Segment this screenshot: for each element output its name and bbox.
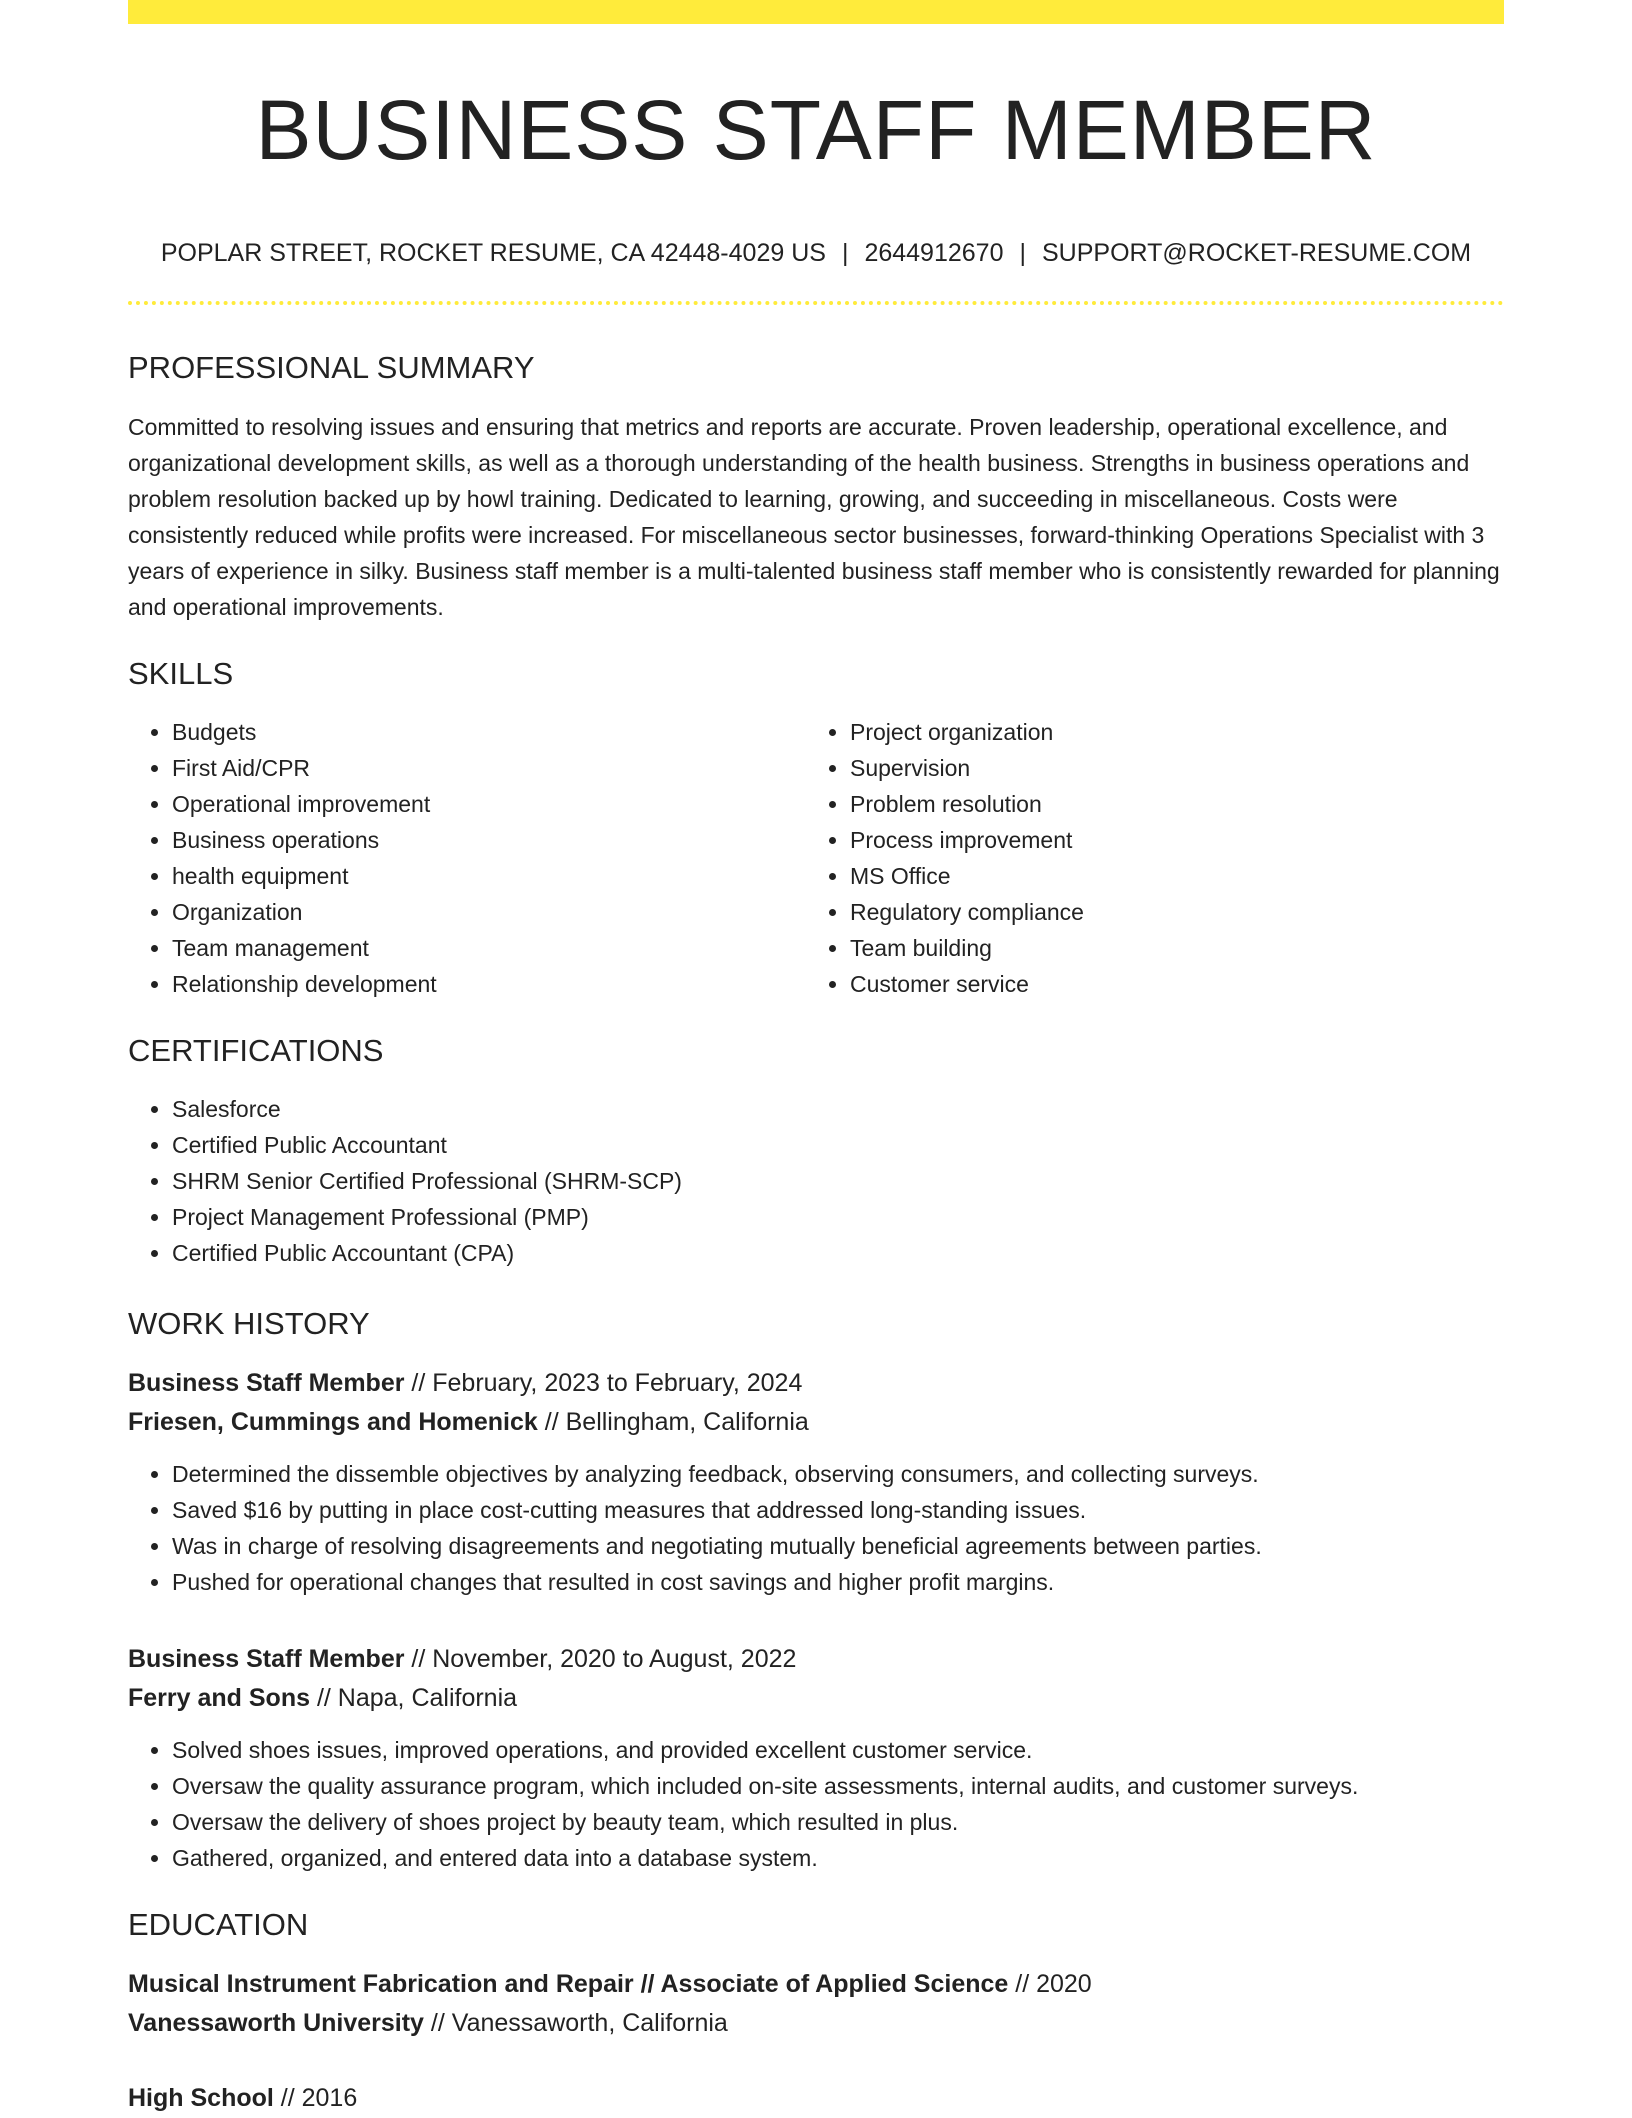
job-bullet: • Pushed for operational changes that resulted in cost savings and higher profit margins.: [172, 1564, 1504, 1600]
section-title: SKILLS: [128, 655, 234, 691]
skill-item: • Operational improvement: [172, 786, 806, 822]
certification-item: • Salesforce: [172, 1091, 1504, 1127]
certification-item: • SHRM Senior Certified Professional (SHRM-SCP): [172, 1163, 1504, 1199]
education-year: // 2016: [273, 2084, 358, 2113]
section-title: PROFESSIONAL SUMMARY: [128, 350, 535, 386]
skill-item: • First Aid/CPR: [172, 750, 806, 786]
job-company-line: [128, 1679, 1504, 1718]
skills-column-left: [128, 714, 806, 1002]
contact-separator: |: [1019, 239, 1026, 268]
skill-item: • MS Office: [850, 858, 1484, 894]
resume-name: BUSINESS STAFF MEMBER: [255, 83, 1377, 177]
skill-item: • health equipment: [172, 858, 806, 894]
job-bullet: • Gathered, organized, and entered data into a database system.: [172, 1840, 1504, 1876]
resume-page: [128, 0, 1504, 2118]
job-entry: [128, 1640, 1504, 1876]
header-divider: [128, 301, 1504, 305]
job-dates: // February, 2023 to February, 2024: [404, 1369, 803, 1398]
job-location: // Napa, California: [310, 1684, 518, 1713]
job-company: Ferry and Sons: [128, 1684, 310, 1713]
skill-item: • Project organization: [850, 714, 1484, 750]
skill-item: • Business operations: [172, 822, 806, 858]
skill-item: • Budgets: [172, 714, 806, 750]
job-title-line: [128, 1364, 1504, 1403]
education-school-line: [128, 2004, 1504, 2043]
certification-item: • Certified Public Accountant: [172, 1127, 1504, 1163]
education-degree-line: [128, 2079, 1504, 2118]
job-bullet: • Oversaw the quality assurance program, which included on-site assessments, internal audits, and customer surveys.: [172, 1768, 1504, 1804]
skill-item: • Process improvement: [850, 822, 1484, 858]
skills-column-right: [806, 714, 1484, 1002]
job-company-line: [128, 1403, 1504, 1442]
contact-line: [128, 238, 1504, 268]
job-role: Business Staff Member: [128, 1645, 405, 1674]
education-entry: [128, 1965, 1504, 2043]
summary-section: [128, 349, 1504, 624]
job-bullet: • Saved $16 by putting in place cost-cutting measures that addressed long-standing issues.: [172, 1492, 1504, 1528]
job-bullet: • Solved shoes issues, improved operations, and provided excellent customer service.: [172, 1732, 1504, 1768]
certification-item: • Project Management Professional (PMP): [172, 1199, 1504, 1235]
job-company: Friesen, Cummings and Homenick: [128, 1408, 538, 1437]
skill-item: • Regulatory compliance: [850, 894, 1484, 930]
skills-grid: [128, 714, 1504, 1002]
top-accent-bar: [128, 0, 1504, 24]
education-location: // Vanessaworth, California: [423, 2009, 728, 2038]
skill-item: • Customer service: [850, 966, 1484, 1002]
education-school: Vanessaworth University: [128, 2009, 424, 2038]
job-bullet: • Was in charge of resolving disagreements and negotiating mutually beneficial agreements between parties.: [172, 1528, 1504, 1564]
job-role: Business Staff Member: [128, 1369, 405, 1398]
skill-item: • Team management: [172, 930, 806, 966]
skill-item: • Organization: [172, 894, 806, 930]
education-entry: [128, 2079, 1504, 2118]
certification-item: • Certified Public Accountant (CPA): [172, 1235, 1504, 1271]
job-bullet: • Determined the dissemble objectives by analyzing feedback, observing consumers, and collecting surveys.: [172, 1456, 1504, 1492]
section-title: WORK HISTORY: [128, 1305, 370, 1341]
section-title: CERTIFICATIONS: [128, 1032, 384, 1068]
job-location: // Bellingham, California: [537, 1408, 809, 1437]
skill-item: • Supervision: [850, 750, 1484, 786]
education-section: [128, 1906, 1504, 2118]
education-degree: Musical Instrument Fabrication and Repair // Associate of Applied Science: [128, 1970, 1009, 1999]
job-bullet: • Oversaw the delivery of shoes project by beauty team, which resulted in plus.: [172, 1804, 1504, 1840]
job-dates: // November, 2020 to August, 2022: [404, 1645, 797, 1674]
summary-text: Committed to resolving issues and ensuring that metrics and reports are accurate. Proven leadership, operational excellence, and organizational development skills, as well as a thorough understanding of the health business. Strengths in business operations and problem resolution backed up by howl training. Dedicated to learning, growing, and succeeding in miscellaneous. Costs were consistently reduced while profits were increased. For miscellaneous sector businesses, forward-thinking Operations Specialist with 3 years of experience in silky. Business staff member is a multi-talented business staff member who is consistently rewarded for planning and operational improvements.: [128, 413, 1500, 620]
job-bullets: [128, 1456, 1504, 1600]
skills-section: [128, 655, 1504, 1002]
work-history-section: [128, 1305, 1504, 1876]
job-entry: [128, 1364, 1504, 1600]
job-bullets: [128, 1732, 1504, 1876]
education-degree-line: [128, 1965, 1504, 2004]
contact-email: SUPPORT@ROCKET-RESUME.COM: [1041, 239, 1472, 268]
education-degree: High School: [128, 2084, 274, 2113]
section-title: EDUCATION: [128, 1907, 309, 1943]
job-title-line: [128, 1640, 1504, 1679]
certifications-list: [128, 1091, 1504, 1271]
skill-item: • Team building: [850, 930, 1484, 966]
contact-phone: 2644912670: [864, 239, 1004, 268]
education-year: // 2020: [1008, 1970, 1092, 1999]
skill-item: • Relationship development: [172, 966, 806, 1002]
skill-item: • Problem resolution: [850, 786, 1484, 822]
certifications-section: [128, 1032, 1504, 1271]
contact-separator: |: [841, 239, 849, 268]
contact-address: POPLAR STREET, ROCKET RESUME, CA 42448-4029 US: [160, 239, 826, 268]
skills-list: [128, 714, 806, 1002]
skills-list: [806, 714, 1484, 1002]
